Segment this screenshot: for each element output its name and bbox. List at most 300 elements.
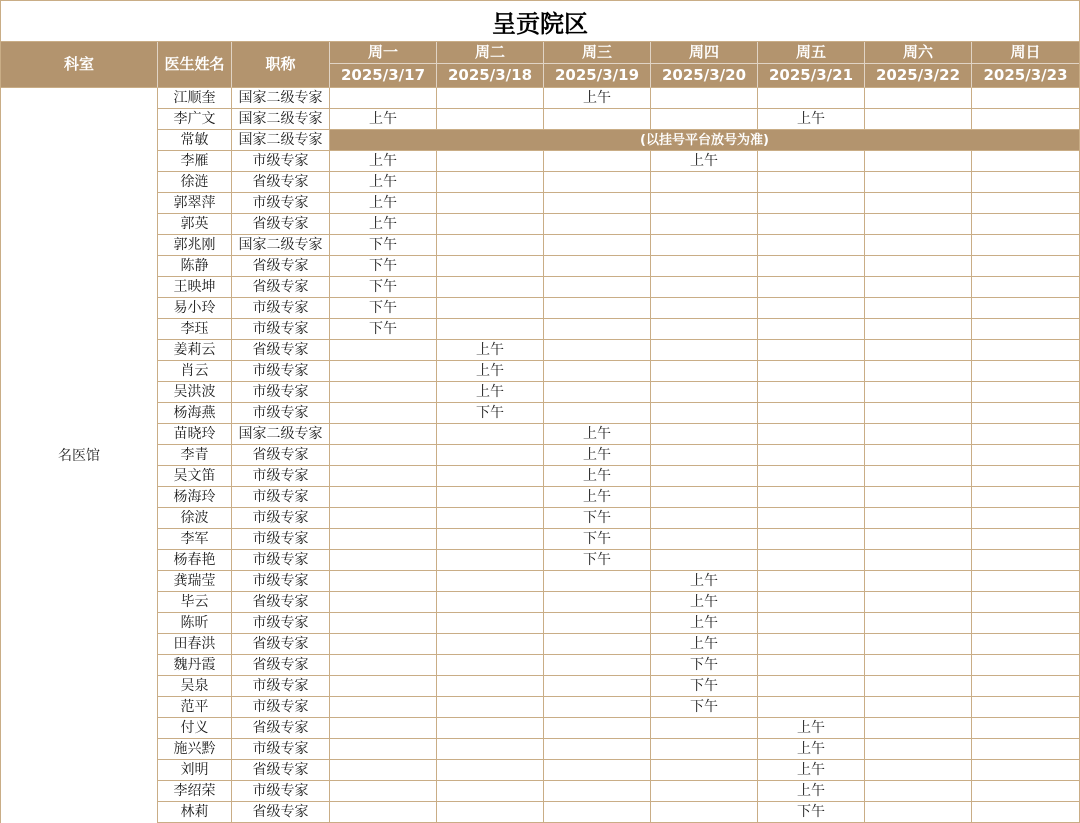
schedule-slot-cell: 上午 bbox=[544, 466, 651, 487]
doctor-rank-cell: 省级专家 bbox=[232, 214, 330, 235]
schedule-slot-cell: 上午 bbox=[544, 487, 651, 508]
schedule-slot-cell bbox=[437, 298, 544, 319]
schedule-slot-cell bbox=[972, 361, 1079, 382]
schedule-slot-cell bbox=[651, 466, 758, 487]
doctor-name-cell: 李雁 bbox=[158, 151, 232, 172]
schedule-slot-cell bbox=[972, 760, 1079, 781]
schedule-slot-cell bbox=[972, 529, 1079, 550]
schedule-slot-cell bbox=[651, 445, 758, 466]
schedule-slot-cell bbox=[758, 151, 865, 172]
schedule-slot-cell bbox=[651, 277, 758, 298]
doctor-name-cell: 吴泉 bbox=[158, 676, 232, 697]
schedule-slot-cell bbox=[437, 739, 544, 760]
schedule-slot-cell bbox=[544, 634, 651, 655]
schedule-slot-cell bbox=[865, 445, 972, 466]
schedule-slot-cell: 上午 bbox=[651, 613, 758, 634]
header-date-wed: 2025/3/19 bbox=[544, 64, 651, 88]
schedule-slot-cell bbox=[758, 88, 865, 109]
schedule-slot-cell bbox=[972, 319, 1079, 340]
schedule-slot-cell bbox=[651, 718, 758, 739]
doctor-name-cell: 李青 bbox=[158, 445, 232, 466]
schedule-slot-cell bbox=[544, 676, 651, 697]
schedule-slot-cell bbox=[972, 88, 1079, 109]
schedule-slot-cell bbox=[972, 655, 1079, 676]
doctor-rank-cell: 省级专家 bbox=[232, 802, 330, 823]
schedule-slot-cell bbox=[758, 424, 865, 445]
schedule-slot-cell bbox=[972, 445, 1079, 466]
schedule-slot-cell bbox=[972, 298, 1079, 319]
schedule-slot-cell bbox=[330, 676, 437, 697]
schedule-slot-cell bbox=[330, 424, 437, 445]
schedule-slot-cell bbox=[544, 277, 651, 298]
schedule-slot-cell bbox=[758, 193, 865, 214]
doctor-name-cell: 郭英 bbox=[158, 214, 232, 235]
schedule-slot-cell bbox=[437, 529, 544, 550]
schedule-slot-cell bbox=[651, 214, 758, 235]
schedule-slot-cell bbox=[437, 550, 544, 571]
schedule-slot-cell bbox=[544, 781, 651, 802]
doctor-name-cell: 毕云 bbox=[158, 592, 232, 613]
schedule-slot-cell bbox=[972, 151, 1079, 172]
doctor-rank-cell: 省级专家 bbox=[232, 592, 330, 613]
doctor-name-cell: 魏丹霞 bbox=[158, 655, 232, 676]
doctor-name-cell: 苗晓玲 bbox=[158, 424, 232, 445]
doctor-rank-cell: 国家二级专家 bbox=[232, 109, 330, 130]
schedule-slot-cell bbox=[972, 781, 1079, 802]
schedule-slot-cell: 下午 bbox=[651, 655, 758, 676]
schedule-slot-cell bbox=[865, 151, 972, 172]
schedule-slot-cell bbox=[865, 634, 972, 655]
doctor-name-cell: 郭兆刚 bbox=[158, 235, 232, 256]
schedule-slot-cell bbox=[330, 592, 437, 613]
schedule-slot-cell bbox=[437, 88, 544, 109]
schedule-slot-cell bbox=[972, 403, 1079, 424]
header-rank: 职称 bbox=[232, 42, 330, 88]
schedule-slot-cell: 下午 bbox=[758, 802, 865, 823]
doctor-rank-cell: 市级专家 bbox=[232, 550, 330, 571]
doctor-rank-cell: 市级专家 bbox=[232, 151, 330, 172]
schedule-slot-cell bbox=[865, 592, 972, 613]
doctor-rank-cell: 省级专家 bbox=[232, 340, 330, 361]
schedule-slot-cell bbox=[544, 571, 651, 592]
doctor-rank-cell: 市级专家 bbox=[232, 529, 330, 550]
doctor-rank-cell: 省级专家 bbox=[232, 172, 330, 193]
schedule-slot-cell bbox=[758, 172, 865, 193]
schedule-slot-cell bbox=[651, 529, 758, 550]
schedule-slot-cell bbox=[330, 760, 437, 781]
registration-notice-cell: (以挂号平台放号为准) bbox=[330, 130, 1079, 151]
header-date-sat: 2025/3/22 bbox=[865, 64, 972, 88]
schedule-slot-cell bbox=[865, 298, 972, 319]
schedule-slot-cell bbox=[544, 193, 651, 214]
schedule-slot-cell bbox=[437, 151, 544, 172]
schedule-slot-cell bbox=[437, 214, 544, 235]
schedule-slot-cell bbox=[865, 256, 972, 277]
schedule-slot-cell bbox=[865, 319, 972, 340]
schedule-slot-cell bbox=[865, 88, 972, 109]
schedule-slot-cell bbox=[544, 340, 651, 361]
doctor-name-cell: 李军 bbox=[158, 529, 232, 550]
doctor-name-cell: 徐波 bbox=[158, 508, 232, 529]
schedule-slot-cell bbox=[865, 340, 972, 361]
schedule-slot-cell bbox=[437, 256, 544, 277]
schedule-slot-cell bbox=[865, 676, 972, 697]
schedule-slot-cell bbox=[972, 718, 1079, 739]
doctor-rank-cell: 市级专家 bbox=[232, 298, 330, 319]
schedule-slot-cell bbox=[758, 382, 865, 403]
doctor-rank-cell: 省级专家 bbox=[232, 718, 330, 739]
schedule-slot-cell: 上午 bbox=[758, 781, 865, 802]
doctor-rank-cell: 市级专家 bbox=[232, 781, 330, 802]
schedule-slot-cell: 下午 bbox=[330, 277, 437, 298]
schedule-slot-cell bbox=[544, 382, 651, 403]
header-date-thu: 2025/3/20 bbox=[651, 64, 758, 88]
schedule-slot-cell bbox=[972, 193, 1079, 214]
schedule-slot-cell: 上午 bbox=[758, 760, 865, 781]
schedule-slot-cell bbox=[972, 424, 1079, 445]
schedule-slot-cell bbox=[330, 697, 437, 718]
schedule-slot-cell bbox=[651, 802, 758, 823]
schedule-slot-cell bbox=[330, 634, 437, 655]
schedule-slot-cell: 下午 bbox=[330, 256, 437, 277]
schedule-slot-cell bbox=[758, 466, 865, 487]
schedule-slot-cell bbox=[758, 676, 865, 697]
schedule-slot-cell bbox=[544, 319, 651, 340]
doctor-name-cell: 李广文 bbox=[158, 109, 232, 130]
doctor-rank-cell: 市级专家 bbox=[232, 697, 330, 718]
schedule-slot-cell bbox=[758, 697, 865, 718]
doctor-name-cell: 林莉 bbox=[158, 802, 232, 823]
schedule-slot-cell: 下午 bbox=[437, 403, 544, 424]
schedule-slot-cell bbox=[972, 508, 1079, 529]
schedule-slot-cell bbox=[972, 592, 1079, 613]
schedule-slot-cell bbox=[972, 277, 1079, 298]
schedule-slot-cell: 上午 bbox=[330, 151, 437, 172]
schedule-slot-cell bbox=[758, 634, 865, 655]
schedule-slot-cell bbox=[758, 256, 865, 277]
schedule-slot-cell bbox=[651, 340, 758, 361]
schedule-slot-cell: 上午 bbox=[437, 340, 544, 361]
schedule-slot-cell: 下午 bbox=[544, 529, 651, 550]
schedule-slot-cell: 上午 bbox=[330, 214, 437, 235]
schedule-slot-cell bbox=[651, 760, 758, 781]
doctor-name-cell: 施兴黔 bbox=[158, 739, 232, 760]
schedule-slot-cell: 上午 bbox=[651, 151, 758, 172]
schedule-slot-cell bbox=[865, 361, 972, 382]
schedule-slot-cell bbox=[865, 781, 972, 802]
schedule-slot-cell bbox=[865, 571, 972, 592]
schedule-slot-cell bbox=[544, 214, 651, 235]
schedule-slot-cell bbox=[544, 697, 651, 718]
header-weekday-tue: 周二 bbox=[437, 42, 544, 64]
schedule-slot-cell bbox=[437, 424, 544, 445]
schedule-slot-cell: 上午 bbox=[437, 382, 544, 403]
schedule-slot-cell bbox=[544, 256, 651, 277]
doctor-rank-cell: 国家二级专家 bbox=[232, 235, 330, 256]
schedule-slot-cell bbox=[972, 487, 1079, 508]
schedule-slot-cell bbox=[972, 340, 1079, 361]
schedule-slot-cell bbox=[437, 781, 544, 802]
doctor-rank-cell: 省级专家 bbox=[232, 445, 330, 466]
schedule-slot-cell bbox=[437, 487, 544, 508]
schedule-slot-cell bbox=[865, 109, 972, 130]
schedule-slot-cell bbox=[758, 235, 865, 256]
schedule-slot-cell bbox=[758, 277, 865, 298]
schedule-slot-cell bbox=[437, 235, 544, 256]
doctor-rank-cell: 市级专家 bbox=[232, 382, 330, 403]
doctor-name-cell: 范平 bbox=[158, 697, 232, 718]
schedule-slot-cell bbox=[972, 235, 1079, 256]
doctor-rank-cell: 市级专家 bbox=[232, 508, 330, 529]
schedule-slot-cell bbox=[865, 655, 972, 676]
header-date-sun: 2025/3/23 bbox=[972, 64, 1079, 88]
schedule-slot-cell: 上午 bbox=[651, 571, 758, 592]
schedule-slot-cell bbox=[865, 403, 972, 424]
schedule-slot-cell bbox=[437, 655, 544, 676]
schedule-slot-cell bbox=[651, 235, 758, 256]
schedule-slot-cell bbox=[330, 781, 437, 802]
schedule-slot-cell bbox=[651, 298, 758, 319]
schedule-slot-cell bbox=[437, 466, 544, 487]
schedule-slot-cell bbox=[972, 697, 1079, 718]
schedule-slot-cell bbox=[330, 382, 437, 403]
doctor-rank-cell: 市级专家 bbox=[232, 487, 330, 508]
doctor-name-cell: 郭翠萍 bbox=[158, 193, 232, 214]
schedule-slot-cell bbox=[330, 88, 437, 109]
doctor-name-cell: 王映坤 bbox=[158, 277, 232, 298]
doctor-name-cell: 田春洪 bbox=[158, 634, 232, 655]
schedule-slot-cell bbox=[544, 655, 651, 676]
schedule-slot-cell: 下午 bbox=[651, 676, 758, 697]
schedule-slot-cell bbox=[330, 487, 437, 508]
doctor-name-cell: 吴洪波 bbox=[158, 382, 232, 403]
schedule-slot-cell bbox=[865, 613, 972, 634]
schedule-slot-cell bbox=[972, 466, 1079, 487]
schedule-slot-cell: 上午 bbox=[758, 739, 865, 760]
schedule-slot-cell bbox=[330, 361, 437, 382]
schedule-slot-cell bbox=[758, 571, 865, 592]
doctor-name-cell: 刘明 bbox=[158, 760, 232, 781]
schedule-slot-cell: 下午 bbox=[330, 298, 437, 319]
doctor-rank-cell: 市级专家 bbox=[232, 466, 330, 487]
doctor-name-cell: 付义 bbox=[158, 718, 232, 739]
schedule-slot-cell bbox=[651, 193, 758, 214]
schedule-slot-cell bbox=[972, 214, 1079, 235]
schedule-slot-cell bbox=[651, 361, 758, 382]
schedule-slot-cell bbox=[544, 109, 651, 130]
schedule-slot-cell bbox=[758, 613, 865, 634]
schedule-slot-cell bbox=[544, 718, 651, 739]
schedule-slot-cell bbox=[330, 571, 437, 592]
doctor-name-cell: 杨春艳 bbox=[158, 550, 232, 571]
doctor-name-cell: 徐涟 bbox=[158, 172, 232, 193]
doctor-rank-cell: 省级专家 bbox=[232, 655, 330, 676]
schedule-slot-cell bbox=[651, 550, 758, 571]
schedule-slot-cell bbox=[544, 739, 651, 760]
schedule-slot-cell bbox=[651, 172, 758, 193]
schedule-slot-cell bbox=[758, 445, 865, 466]
schedule-slot-cell: 下午 bbox=[544, 508, 651, 529]
schedule-slot-cell bbox=[330, 508, 437, 529]
schedule-slot-cell bbox=[330, 340, 437, 361]
schedule-slot-cell bbox=[865, 802, 972, 823]
schedule-slot-cell bbox=[437, 613, 544, 634]
doctor-name-cell: 姜莉云 bbox=[158, 340, 232, 361]
schedule-slot-cell bbox=[544, 403, 651, 424]
schedule-slot-cell bbox=[651, 739, 758, 760]
schedule-slot-cell: 下午 bbox=[544, 550, 651, 571]
schedule-slot-cell bbox=[865, 214, 972, 235]
doctor-name-cell: 龚瑞莹 bbox=[158, 571, 232, 592]
schedule-slot-cell bbox=[437, 571, 544, 592]
schedule-slot-cell: 上午 bbox=[330, 109, 437, 130]
doctor-rank-cell: 市级专家 bbox=[232, 403, 330, 424]
doctor-rank-cell: 市级专家 bbox=[232, 613, 330, 634]
schedule-slot-cell bbox=[544, 361, 651, 382]
doctor-rank-cell: 省级专家 bbox=[232, 634, 330, 655]
schedule-slot-cell bbox=[865, 760, 972, 781]
schedule-slot-cell bbox=[865, 718, 972, 739]
schedule-slot-cell bbox=[972, 109, 1079, 130]
schedule-slot-cell: 上午 bbox=[758, 718, 865, 739]
schedule-slot-cell bbox=[437, 319, 544, 340]
doctor-name-cell: 杨海玲 bbox=[158, 487, 232, 508]
schedule-slot-cell bbox=[865, 739, 972, 760]
schedule-slot-cell bbox=[330, 466, 437, 487]
doctor-rank-cell: 市级专家 bbox=[232, 571, 330, 592]
schedule-slot-cell bbox=[330, 613, 437, 634]
schedule-slot-cell bbox=[437, 277, 544, 298]
schedule-slot-cell bbox=[437, 760, 544, 781]
schedule-slot-cell bbox=[865, 550, 972, 571]
schedule-slot-cell: 上午 bbox=[758, 109, 865, 130]
schedule-slot-cell bbox=[972, 802, 1079, 823]
schedule-slot-cell bbox=[865, 172, 972, 193]
schedule-slot-cell bbox=[865, 529, 972, 550]
schedule-slot-cell bbox=[544, 613, 651, 634]
schedule-grid bbox=[1, 42, 1079, 823]
schedule-slot-cell bbox=[437, 676, 544, 697]
doctor-rank-cell: 国家二级专家 bbox=[232, 88, 330, 109]
sheet-title: 呈贡院区 bbox=[1, 1, 1079, 42]
schedule-slot-cell bbox=[972, 634, 1079, 655]
doctor-name-cell: 吴文笛 bbox=[158, 466, 232, 487]
schedule-slot-cell bbox=[758, 298, 865, 319]
schedule-slot-cell bbox=[865, 487, 972, 508]
schedule-slot-cell bbox=[972, 550, 1079, 571]
schedule-slot-cell bbox=[972, 256, 1079, 277]
header-weekday-fri: 周五 bbox=[758, 42, 865, 64]
doctor-rank-cell: 国家二级专家 bbox=[232, 424, 330, 445]
schedule-slot-cell bbox=[651, 403, 758, 424]
schedule-slot-cell bbox=[544, 172, 651, 193]
schedule-slot-cell bbox=[758, 319, 865, 340]
schedule-slot-cell bbox=[651, 424, 758, 445]
schedule-slot-cell bbox=[330, 403, 437, 424]
schedule-slot-cell bbox=[972, 739, 1079, 760]
header-weekday-wed: 周三 bbox=[544, 42, 651, 64]
doctor-name-cell: 李珏 bbox=[158, 319, 232, 340]
schedule-slot-cell bbox=[544, 592, 651, 613]
schedule-slot-cell bbox=[437, 802, 544, 823]
schedule-slot-cell bbox=[437, 109, 544, 130]
header-weekday-sat: 周六 bbox=[865, 42, 972, 64]
schedule-slot-cell bbox=[544, 151, 651, 172]
schedule-slot-cell bbox=[865, 193, 972, 214]
schedule-slot-cell bbox=[437, 634, 544, 655]
schedule-slot-cell bbox=[651, 487, 758, 508]
schedule-slot-cell bbox=[865, 382, 972, 403]
schedule-slot-cell bbox=[330, 655, 437, 676]
header-doctor-name: 医生姓名 bbox=[158, 42, 232, 88]
schedule-slot-cell bbox=[972, 382, 1079, 403]
schedule-slot-cell bbox=[330, 802, 437, 823]
schedule-slot-cell bbox=[437, 718, 544, 739]
schedule-slot-cell bbox=[544, 760, 651, 781]
doctor-rank-cell: 市级专家 bbox=[232, 319, 330, 340]
schedule-slot-cell bbox=[330, 739, 437, 760]
schedule-slot-cell: 下午 bbox=[330, 319, 437, 340]
schedule-slot-cell bbox=[651, 256, 758, 277]
schedule-slot-cell bbox=[758, 592, 865, 613]
schedule-slot-cell bbox=[330, 529, 437, 550]
doctor-name-cell: 常敏 bbox=[158, 130, 232, 151]
header-date-mon: 2025/3/17 bbox=[330, 64, 437, 88]
header-weekday-mon: 周一 bbox=[330, 42, 437, 64]
doctor-name-cell: 陈昕 bbox=[158, 613, 232, 634]
header-date-tue: 2025/3/18 bbox=[437, 64, 544, 88]
schedule-slot-cell bbox=[544, 802, 651, 823]
schedule-slot-cell bbox=[651, 109, 758, 130]
schedule-slot-cell bbox=[544, 235, 651, 256]
schedule-slot-cell bbox=[651, 88, 758, 109]
schedule-slot-cell: 下午 bbox=[651, 697, 758, 718]
schedule-slot-cell: 上午 bbox=[544, 424, 651, 445]
doctor-name-cell: 李绍荣 bbox=[158, 781, 232, 802]
schedule-slot-cell bbox=[865, 508, 972, 529]
schedule-slot-cell bbox=[865, 235, 972, 256]
schedule-slot-cell bbox=[651, 382, 758, 403]
schedule-slot-cell bbox=[330, 550, 437, 571]
doctor-name-cell: 杨海燕 bbox=[158, 403, 232, 424]
schedule-slot-cell bbox=[758, 361, 865, 382]
schedule-slot-cell bbox=[437, 697, 544, 718]
schedule-slot-cell: 下午 bbox=[330, 235, 437, 256]
schedule-slot-cell bbox=[330, 445, 437, 466]
schedule-slot-cell bbox=[758, 550, 865, 571]
schedule-slot-cell bbox=[651, 781, 758, 802]
header-weekday-sun: 周日 bbox=[972, 42, 1079, 64]
schedule-slot-cell bbox=[437, 172, 544, 193]
schedule-slot-cell bbox=[972, 676, 1079, 697]
header-department: 科室 bbox=[1, 42, 158, 88]
header-weekday-thu: 周四 bbox=[651, 42, 758, 64]
schedule-slot-cell bbox=[758, 508, 865, 529]
schedule-slot-cell: 上午 bbox=[437, 361, 544, 382]
schedule-slot-cell: 上午 bbox=[544, 88, 651, 109]
schedule-slot-cell bbox=[437, 508, 544, 529]
schedule-slot-cell bbox=[865, 466, 972, 487]
doctor-rank-cell: 市级专家 bbox=[232, 739, 330, 760]
schedule-slot-cell bbox=[972, 613, 1079, 634]
schedule-slot-cell bbox=[651, 508, 758, 529]
doctor-name-cell: 陈静 bbox=[158, 256, 232, 277]
schedule-slot-cell bbox=[865, 697, 972, 718]
schedule-slot-cell bbox=[758, 214, 865, 235]
doctor-name-cell: 肖云 bbox=[158, 361, 232, 382]
schedule-slot-cell: 上午 bbox=[651, 634, 758, 655]
doctor-rank-cell: 省级专家 bbox=[232, 277, 330, 298]
